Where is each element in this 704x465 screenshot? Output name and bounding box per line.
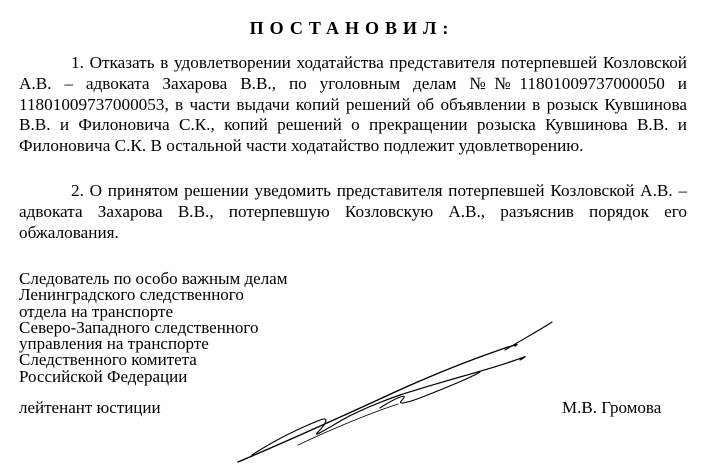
decision-item-2: 2. О принятом решении уведомить представителя потерпевшей Козловской А.В. – адвоката Захарова В.В., потерпевшую Козловскую А.В., разъяснив порядок его обжалования.	[19, 181, 687, 242]
decision-item-1: 1. Отказать в удовлетворении ходатайства представителя потерпевшей Козловской А.В. – адвоката Захарова В.В., по уголовным делам №№11801009737000050 и 11801009737000053, в части выдачи копий решений об объявлении в розыск Кувшинова В.В. и Филоновича С.К., копий решений о прекращении розыска Кувшинова В.В. и Филоновича С.К. В остальной части ходатайство подлежит удовлетворению.	[19, 53, 687, 156]
resolution-heading: ПОСТАНОВИЛ:	[249, 18, 455, 38]
signatory-name: М.В. Громова	[562, 398, 662, 417]
signatory-position	[19, 271, 287, 385]
signatory-position-line: отдела на транспорте	[19, 301, 174, 321]
signatory-position-line: Ленинградского следственного	[19, 285, 244, 305]
signatory-position-line: Северо-Западного следственного	[19, 317, 259, 337]
signatory-position-line: Российской Федерации	[19, 366, 188, 386]
signatory-position-line: управления на транспорте	[19, 334, 209, 354]
signatory-rank: лейтенант юстиции	[19, 398, 161, 417]
signatory-position-line: Следственного комитета	[19, 350, 197, 370]
signatory-position-line: Следователь по особо важным делам	[19, 269, 288, 288]
